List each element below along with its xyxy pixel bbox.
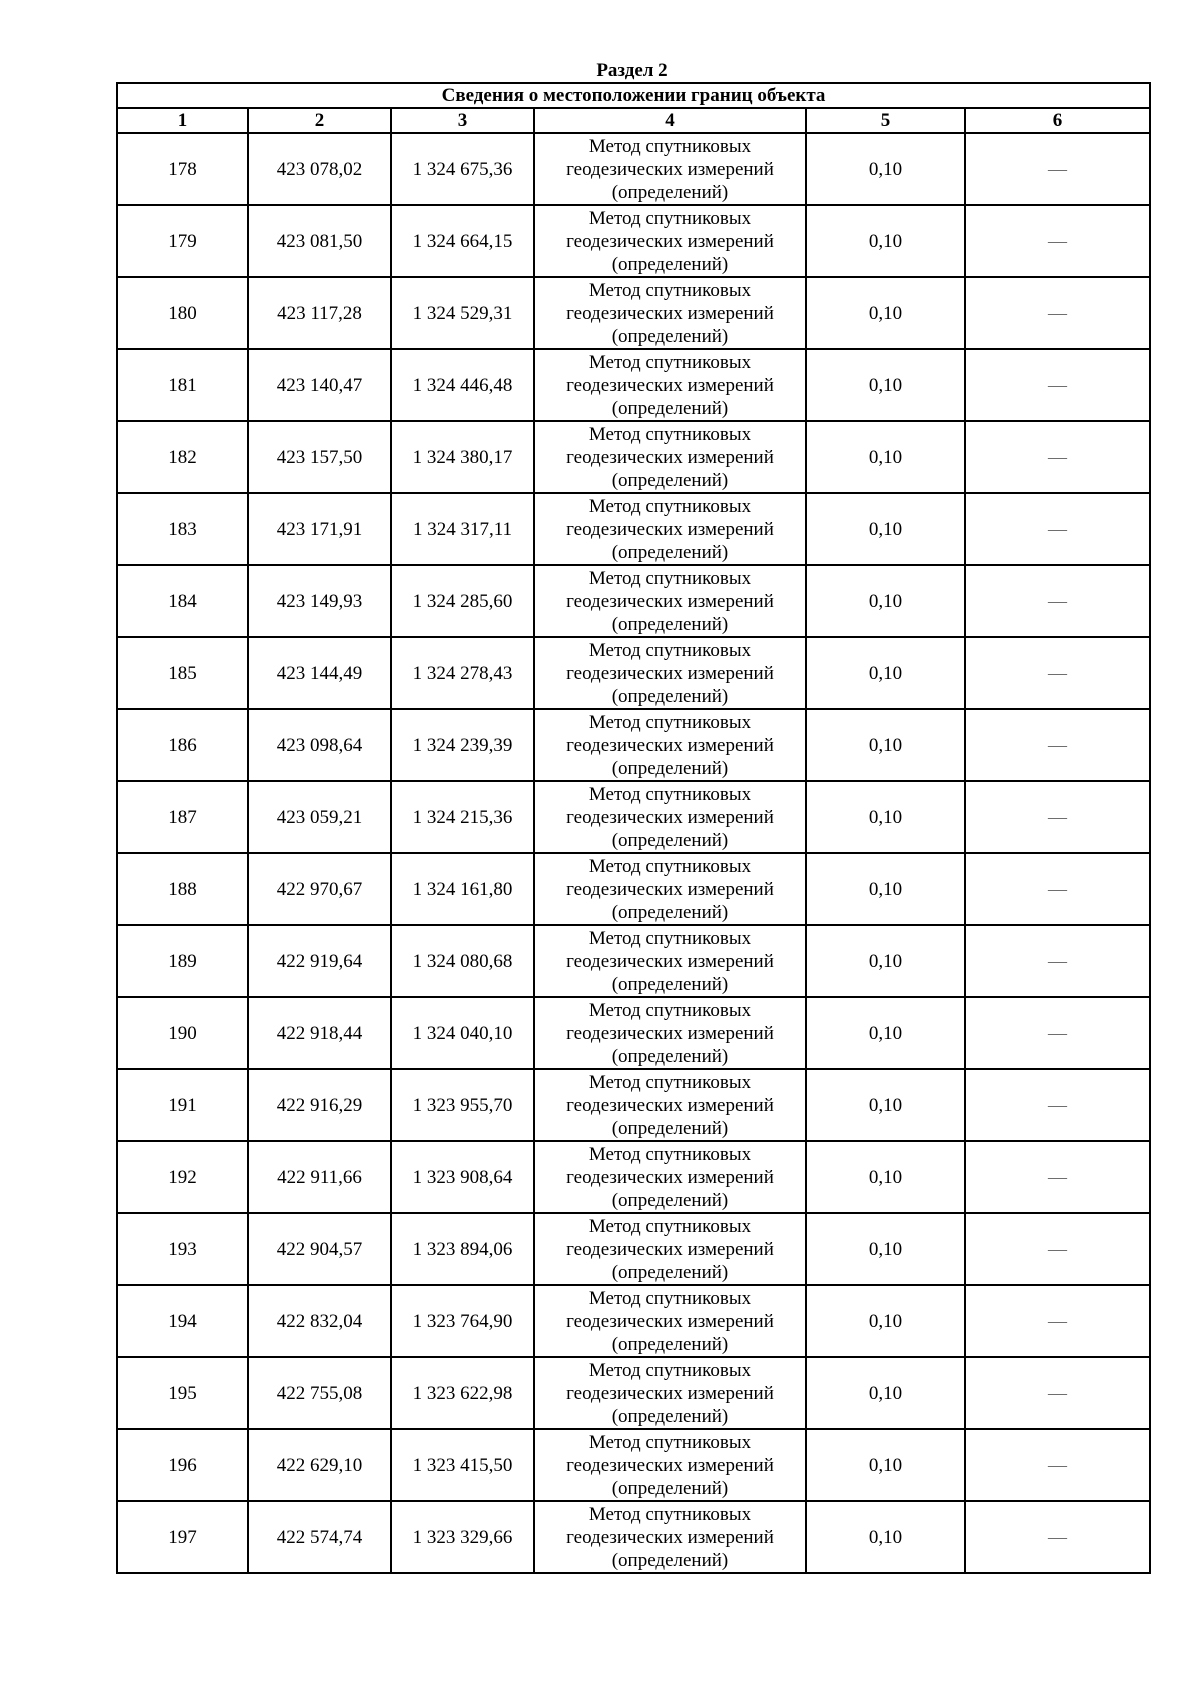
method-cell: Метод спутниковых геодезических измерений (определений) [534, 565, 806, 637]
method-cell: Метод спутниковых геодезических измерений (определений) [534, 1501, 806, 1573]
x-coordinate-cell: 422 911,66 [248, 1141, 391, 1213]
table-row [117, 1285, 1150, 1357]
x-coordinate-cell: 422 918,44 [248, 997, 391, 1069]
y-coordinate-cell: 1 324 529,31 [391, 277, 534, 349]
y-coordinate-cell: 1 324 675,36 [391, 133, 534, 205]
table-row [117, 997, 1150, 1069]
note-cell: — [965, 853, 1150, 925]
table-row [117, 421, 1150, 493]
point-number-cell: 181 [117, 349, 248, 421]
note-cell: — [965, 421, 1150, 493]
table-row [117, 565, 1150, 637]
note-cell: — [965, 133, 1150, 205]
y-coordinate-cell: 1 323 908,64 [391, 1141, 534, 1213]
note-cell: — [965, 1357, 1150, 1429]
section-title: Раздел 2 [596, 60, 668, 81]
point-number-cell: 182 [117, 421, 248, 493]
note-cell: — [965, 781, 1150, 853]
method-cell: Метод спутниковых геодезических измерений (определений) [534, 997, 806, 1069]
method-cell: Метод спутниковых геодезических измерений (определений) [534, 709, 806, 781]
table-row [117, 1069, 1150, 1141]
x-coordinate-cell: 422 574,74 [248, 1501, 391, 1573]
note-cell: — [965, 997, 1150, 1069]
table-row [117, 349, 1150, 421]
note-cell: — [965, 1501, 1150, 1573]
method-cell: Метод спутниковых геодезических измерений (определений) [534, 349, 806, 421]
method-cell: Метод спутниковых геодезических измерений (определений) [534, 493, 806, 565]
point-number-cell: 191 [117, 1069, 248, 1141]
point-number-cell: 196 [117, 1429, 248, 1501]
note-cell: — [965, 925, 1150, 997]
point-number-cell: 184 [117, 565, 248, 637]
table-body [117, 133, 1150, 1573]
table-row [117, 1357, 1150, 1429]
y-coordinate-cell: 1 324 285,60 [391, 565, 534, 637]
point-number-cell: 188 [117, 853, 248, 925]
x-coordinate-cell: 423 157,50 [248, 421, 391, 493]
point-number-cell: 187 [117, 781, 248, 853]
y-coordinate-cell: 1 323 764,90 [391, 1285, 534, 1357]
note-cell: — [965, 493, 1150, 565]
table-row [117, 205, 1150, 277]
x-coordinate-cell: 423 081,50 [248, 205, 391, 277]
accuracy-cell: 0,10 [806, 853, 965, 925]
column-header: 6 [965, 108, 1150, 133]
note-cell: — [965, 637, 1150, 709]
x-coordinate-cell: 423 059,21 [248, 781, 391, 853]
table-row [117, 1141, 1150, 1213]
accuracy-cell: 0,10 [806, 1429, 965, 1501]
method-cell: Метод спутниковых геодезических измерений (определений) [534, 853, 806, 925]
method-cell: Метод спутниковых геодезических измерений (определений) [534, 205, 806, 277]
accuracy-cell: 0,10 [806, 997, 965, 1069]
accuracy-cell: 0,10 [806, 637, 965, 709]
x-coordinate-cell: 423 098,64 [248, 709, 391, 781]
point-number-cell: 179 [117, 205, 248, 277]
y-coordinate-cell: 1 323 955,70 [391, 1069, 534, 1141]
x-coordinate-cell: 422 755,08 [248, 1357, 391, 1429]
point-number-cell: 180 [117, 277, 248, 349]
x-coordinate-cell: 423 144,49 [248, 637, 391, 709]
note-cell: — [965, 565, 1150, 637]
accuracy-cell: 0,10 [806, 709, 965, 781]
x-coordinate-cell: 423 078,02 [248, 133, 391, 205]
method-cell: Метод спутниковых геодезических измерений (определений) [534, 421, 806, 493]
x-coordinate-cell: 422 919,64 [248, 925, 391, 997]
point-number-cell: 189 [117, 925, 248, 997]
y-coordinate-cell: 1 324 161,80 [391, 853, 534, 925]
accuracy-cell: 0,10 [806, 1357, 965, 1429]
column-number-header [117, 108, 1150, 133]
x-coordinate-cell: 422 832,04 [248, 1285, 391, 1357]
x-coordinate-cell: 423 149,93 [248, 565, 391, 637]
column-header: 5 [806, 108, 965, 133]
point-number-cell: 178 [117, 133, 248, 205]
table-row [117, 925, 1150, 997]
table-row [117, 709, 1150, 781]
note-cell: — [965, 277, 1150, 349]
table-row [117, 637, 1150, 709]
point-number-cell: 193 [117, 1213, 248, 1285]
note-cell: — [965, 709, 1150, 781]
method-cell: Метод спутниковых геодезических измерений (определений) [534, 1069, 806, 1141]
note-cell: — [965, 1141, 1150, 1213]
accuracy-cell: 0,10 [806, 1141, 965, 1213]
method-cell: Метод спутниковых геодезических измерений (определений) [534, 133, 806, 205]
x-coordinate-cell: 423 140,47 [248, 349, 391, 421]
method-cell: Метод спутниковых геодезических измерений (определений) [534, 277, 806, 349]
table-row [117, 493, 1150, 565]
y-coordinate-cell: 1 323 622,98 [391, 1357, 534, 1429]
y-coordinate-cell: 1 324 446,48 [391, 349, 534, 421]
table-row [117, 853, 1150, 925]
point-number-cell: 183 [117, 493, 248, 565]
table-row [117, 277, 1150, 349]
y-coordinate-cell: 1 324 380,17 [391, 421, 534, 493]
accuracy-cell: 0,10 [806, 565, 965, 637]
point-number-cell: 195 [117, 1357, 248, 1429]
point-number-cell: 185 [117, 637, 248, 709]
table-row [117, 133, 1150, 205]
method-cell: Метод спутниковых геодезических измерений (определений) [534, 1213, 806, 1285]
accuracy-cell: 0,10 [806, 781, 965, 853]
column-header: 3 [391, 108, 534, 133]
note-cell: — [965, 1429, 1150, 1501]
note-cell: — [965, 205, 1150, 277]
method-cell: Метод спутниковых геодезических измерений (определений) [534, 781, 806, 853]
note-cell: — [965, 1213, 1150, 1285]
accuracy-cell: 0,10 [806, 925, 965, 997]
table-row [117, 1429, 1150, 1501]
y-coordinate-cell: 1 324 239,39 [391, 709, 534, 781]
y-coordinate-cell: 1 324 080,68 [391, 925, 534, 997]
note-cell: — [965, 349, 1150, 421]
x-coordinate-cell: 422 904,57 [248, 1213, 391, 1285]
y-coordinate-cell: 1 323 329,66 [391, 1501, 534, 1573]
accuracy-cell: 0,10 [806, 1501, 965, 1573]
y-coordinate-cell: 1 324 317,11 [391, 493, 534, 565]
accuracy-cell: 0,10 [806, 493, 965, 565]
note-cell: — [965, 1069, 1150, 1141]
method-cell: Метод спутниковых геодезических измерений (определений) [534, 1429, 806, 1501]
table-row [117, 1501, 1150, 1573]
method-cell: Метод спутниковых геодезических измерений (определений) [534, 637, 806, 709]
boundary-coordinates-table [116, 82, 1151, 1574]
accuracy-cell: 0,10 [806, 349, 965, 421]
method-cell: Метод спутниковых геодезических измерений (определений) [534, 1285, 806, 1357]
y-coordinate-cell: 1 324 040,10 [391, 997, 534, 1069]
accuracy-cell: 0,10 [806, 421, 965, 493]
point-number-cell: 186 [117, 709, 248, 781]
accuracy-cell: 0,10 [806, 1213, 965, 1285]
x-coordinate-cell: 422 629,10 [248, 1429, 391, 1501]
column-header: 4 [534, 108, 806, 133]
y-coordinate-cell: 1 324 664,15 [391, 205, 534, 277]
point-number-cell: 197 [117, 1501, 248, 1573]
table-caption: Сведения о местоположении границ объекта [117, 83, 1150, 108]
accuracy-cell: 0,10 [806, 133, 965, 205]
x-coordinate-cell: 423 117,28 [248, 277, 391, 349]
x-coordinate-cell: 423 171,91 [248, 493, 391, 565]
table-row [117, 1213, 1150, 1285]
note-cell: — [965, 1285, 1150, 1357]
accuracy-cell: 0,10 [806, 205, 965, 277]
method-cell: Метод спутниковых геодезических измерений (определений) [534, 925, 806, 997]
accuracy-cell: 0,10 [806, 277, 965, 349]
x-coordinate-cell: 422 916,29 [248, 1069, 391, 1141]
y-coordinate-cell: 1 324 278,43 [391, 637, 534, 709]
accuracy-cell: 0,10 [806, 1069, 965, 1141]
x-coordinate-cell: 422 970,67 [248, 853, 391, 925]
column-header: 1 [117, 108, 248, 133]
y-coordinate-cell: 1 323 415,50 [391, 1429, 534, 1501]
accuracy-cell: 0,10 [806, 1285, 965, 1357]
table-row [117, 781, 1150, 853]
y-coordinate-cell: 1 324 215,36 [391, 781, 534, 853]
y-coordinate-cell: 1 323 894,06 [391, 1213, 534, 1285]
column-header: 2 [248, 108, 391, 133]
method-cell: Метод спутниковых геодезических измерений (определений) [534, 1141, 806, 1213]
point-number-cell: 192 [117, 1141, 248, 1213]
point-number-cell: 190 [117, 997, 248, 1069]
method-cell: Метод спутниковых геодезических измерений (определений) [534, 1357, 806, 1429]
point-number-cell: 194 [117, 1285, 248, 1357]
